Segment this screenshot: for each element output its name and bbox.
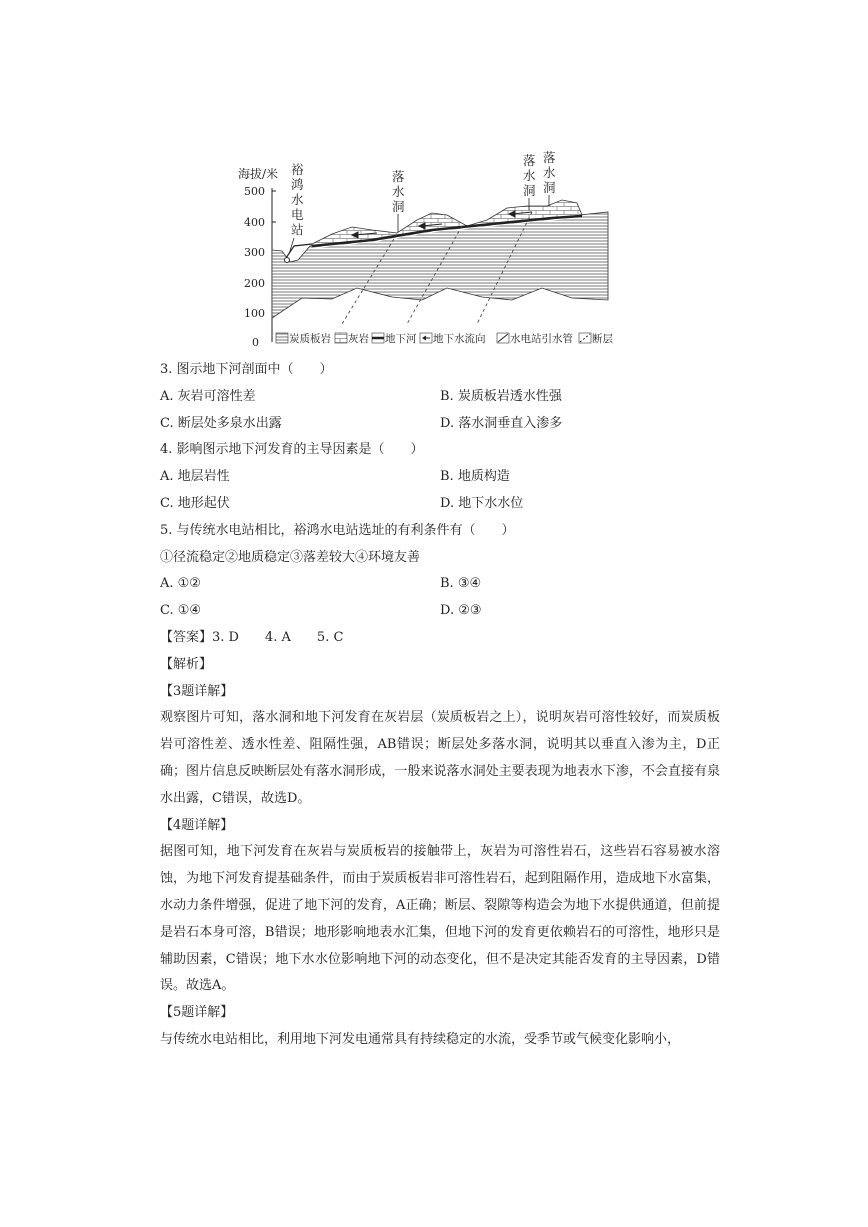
legend-label-pipe: 水电站引水管 bbox=[510, 333, 573, 345]
document-text bbox=[160, 357, 720, 1054]
station-label bbox=[291, 162, 304, 237]
detail-4-text: 据图可知，地下河发育在灰岩与炭质板岩的接触带上，灰岩为可溶性岩石，这些岩石容易被水溶蚀，为地下河发育提基础条件，而由于炭质板岩非可溶性岩石，起到阻隔作用，造成地下水富集，水动力条件增强，促进了地下河的发育，A正确；断层、裂隙等构造会为地下水提供通道，但前提是岩石本身可溶，B错误；地形影响地表水汇集，但地下河的发育更依赖岩石的可溶性，地形只是辅助因素，C错误；地下水水位影响地下河的动态变化，但不是决定其能否发育的主导因素，D错误。故选A。 bbox=[160, 844, 720, 994]
svg-text:水: 水 bbox=[291, 192, 304, 207]
y-tick-label: 400 bbox=[244, 216, 265, 229]
svg-text:洞: 洞 bbox=[523, 183, 536, 198]
legend-label-flow: 地下水流向 bbox=[433, 333, 486, 345]
q4-option-c: C. 地形起伏 bbox=[160, 495, 230, 511]
q4-option-b: B. 地质构造 bbox=[440, 469, 510, 485]
y-tick-label: 300 bbox=[244, 246, 265, 259]
q3-stem: 3. 图示地下河剖面中（ ） bbox=[160, 362, 333, 377]
sinkhole-label-2 bbox=[523, 153, 536, 198]
svg-text:站: 站 bbox=[291, 222, 304, 237]
answer-line bbox=[160, 625, 720, 652]
q4-option-a: A. 地层岩性 bbox=[160, 469, 230, 485]
svg-text:落: 落 bbox=[523, 153, 536, 168]
y-tick-label: 500 bbox=[244, 185, 265, 198]
q5-options-row-1 bbox=[160, 571, 720, 598]
q4-option-d: D. 地下水水位 bbox=[440, 495, 524, 511]
y-tick-label: 0 bbox=[252, 336, 259, 349]
legend-swatch-slate bbox=[276, 333, 288, 343]
sinkhole-label-1 bbox=[392, 169, 405, 214]
q3-options-row-1 bbox=[160, 384, 720, 411]
svg-text:洞: 洞 bbox=[543, 180, 556, 195]
legend bbox=[276, 332, 613, 345]
sinkhole-label-3 bbox=[543, 150, 556, 195]
q3-option-b: B. 炭质板岩透水性强 bbox=[440, 388, 562, 404]
answer-4: 4. A bbox=[264, 629, 291, 645]
svg-text:水: 水 bbox=[523, 168, 536, 183]
q5-option-c: C. ①④ bbox=[160, 603, 202, 619]
q5-option-a: A. ①② bbox=[160, 576, 201, 592]
svg-text:鸿: 鸿 bbox=[291, 177, 304, 192]
detail-5-text: 与传统水电站相比，利用地下河发电通常具有持续稳定的水流，受季节或气候变化影响小， bbox=[160, 1031, 681, 1047]
y-tick-label: 100 bbox=[244, 307, 265, 320]
legend-label-river: 地下河 bbox=[385, 333, 417, 345]
y-axis-title: 海拔/米 bbox=[238, 167, 279, 181]
y-tick-label: 200 bbox=[244, 277, 265, 290]
svg-text:电: 电 bbox=[291, 207, 304, 222]
q5-options-row-2 bbox=[160, 598, 720, 625]
q3-option-c: C. 断层处多泉水出露 bbox=[160, 415, 282, 431]
analysis-label: 【解析】 bbox=[160, 656, 213, 672]
geologic-cross-section-figure bbox=[232, 150, 652, 350]
q5-option-b: B. ③④ bbox=[440, 576, 482, 592]
q5-conditions: ①径流稳定②地质稳定③落差较大④环境友善 bbox=[160, 549, 421, 565]
q3-option-a: A. 灰岩可溶性差 bbox=[160, 388, 256, 404]
answer-5: 5. C bbox=[316, 629, 344, 645]
svg-text:落: 落 bbox=[392, 169, 405, 184]
legend-label-limestone: 灰岩 bbox=[348, 333, 369, 345]
svg-text:裕: 裕 bbox=[291, 162, 304, 177]
svg-text:落: 落 bbox=[543, 150, 556, 165]
q5-stem: 5. 与传统水电站相比，裕鸿水电站选址的有利条件有（ ） bbox=[160, 522, 515, 538]
detail-5-label: 【5题详解】 bbox=[160, 1005, 234, 1021]
answer-3: 3. D bbox=[212, 629, 239, 645]
q3-option-d: D. 落水洞垂直入渗多 bbox=[440, 415, 563, 431]
q5-option-d: D. ②③ bbox=[440, 603, 482, 619]
legend-label-fault: 断层 bbox=[592, 333, 613, 345]
detail-3-text: 观察图片可知，落水洞和地下河发育在灰岩层（炭质板岩之上），说明灰岩可溶性较好，而炭质板岩可溶性差、透水性差、阻隔性强，AB错误；断层处多落水洞，说明其以垂直入渗为主，D正确；图片信息反映断层处有落水洞形成，一般来说落水洞处主要表现为地表水下渗，不会直接有泉水出露，C错误，故选D。 bbox=[160, 710, 720, 806]
answer-label: 【答案】 bbox=[160, 629, 213, 645]
q4-options-row-1 bbox=[160, 464, 720, 491]
svg-text:水: 水 bbox=[543, 165, 556, 180]
q4-stem: 4. 影响图示地下河发育的主导因素是（ ） bbox=[160, 442, 424, 458]
svg-text:洞: 洞 bbox=[392, 199, 405, 214]
detail-3-label: 【3题详解】 bbox=[160, 683, 234, 699]
legend-swatch-limestone bbox=[335, 333, 347, 343]
q3-options-row-2 bbox=[160, 411, 720, 438]
legend-label-slate: 炭质板岩 bbox=[289, 333, 331, 345]
detail-4-label: 【4题详解】 bbox=[160, 817, 234, 833]
svg-text:水: 水 bbox=[392, 184, 405, 199]
y-axis-ticks bbox=[244, 185, 276, 349]
q4-options-row-2 bbox=[160, 491, 720, 518]
